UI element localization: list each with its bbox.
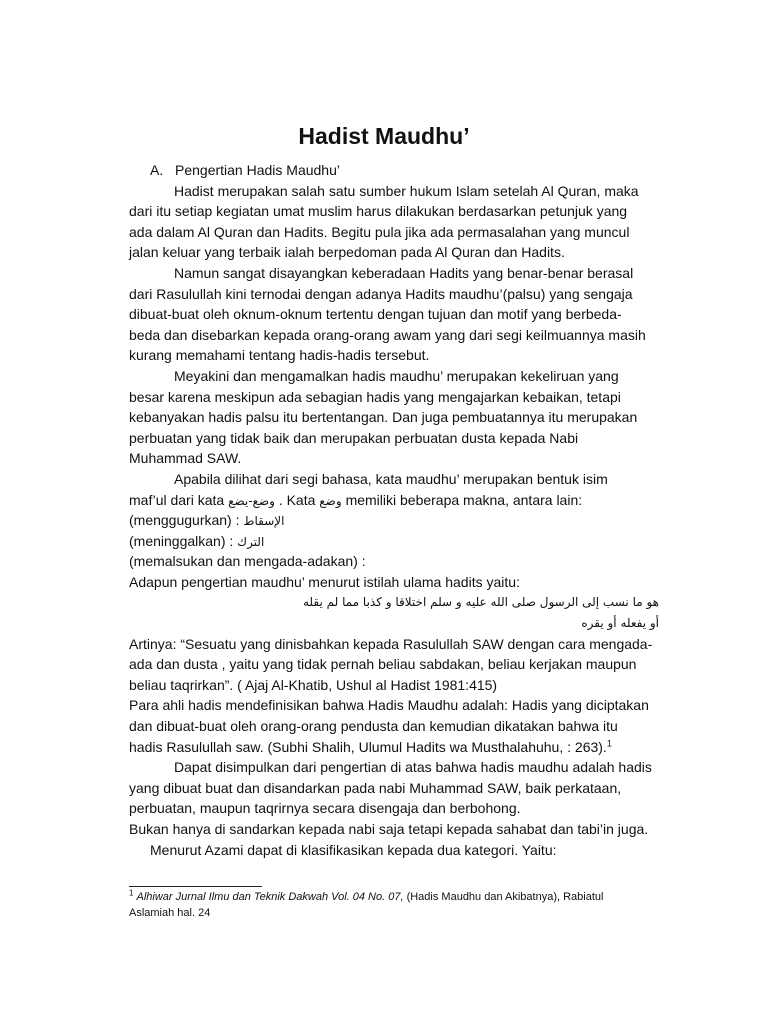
paragraph-line: dan dibuat-buat oleh orang-orang pendusta dan kemudian dikatakan bahwa itu — [129, 718, 618, 735]
footnote-divider — [129, 886, 262, 887]
paragraph-line: beliau taqrirkan”. ( Ajaj Al-Khatib, Ushul al Hadist 1981:415) — [129, 676, 498, 693]
paragraph-line: jalan keluar yang terbaik ialah berpedoman pada Al Quran dan Hadits. — [129, 244, 565, 261]
meaning-label: (meninggalkan) : — [129, 532, 234, 549]
paragraph-line: besar karena meskipun ada sebagian hadis yang mengajarkan kebaikan, tetapi — [129, 388, 621, 405]
page-title: Hadist Maudhu’ — [298, 123, 470, 149]
section-heading — [129, 160, 659, 181]
paragraph-line: dari itu setiap kegiatan umat muslim harus dilakukan berdasarkan petunjuk yang — [129, 203, 628, 220]
paragraph-line: Adapun pengertian maudhu’ menurut istilah ulama hadits yaitu: — [129, 573, 520, 590]
footnote-line: Aslamiah hal. 24 — [129, 906, 211, 919]
paragraph-line: dibuat-buat oleh oknum-oknum tertentu dengan tujuan dan motif yang berbeda- — [129, 306, 622, 323]
paragraph-line: Bukan hanya di sandarkan kepada nabi saja tetapi kepada sahabat dan tabi’in juga. — [129, 821, 649, 837]
paragraph-line: ada dalam Al Quran dan Hadits. Begitu pula jika ada permasalahan yang muncul — [129, 223, 630, 240]
paragraph-line: Apabila dilihat dari segi bahasa, kata maudhu’ merupakan bentuk isim — [174, 470, 608, 487]
paragraph-line: kurang memahami tentang hadis-hadis tersebut. — [129, 347, 430, 364]
footnote-number: 1 — [129, 888, 134, 898]
paragraph-line: perbuatan, maupun taqrirnya secara disengaja dan berbohong. — [129, 800, 521, 817]
meaning-line — [129, 531, 659, 552]
section-title: Pengertian Hadis Maudhu’ — [175, 162, 340, 178]
paragraph-line: dari Rasulullah kini ternodai dengan adanya Hadits maudhu’(palsu) yang sengaja — [129, 285, 633, 302]
text-segment: hadis Rasulullah saw. (Subhi Shalih, Ulumul Hadits wa Musthalahuhu, : 263). — [129, 738, 607, 755]
paragraph-line — [129, 737, 659, 758]
paragraph-line: Menurut Azami dapat di klasifikasikan kepada dua kategori. Yaitu: — [150, 841, 557, 858]
section-letter: A. — [150, 162, 164, 178]
paragraph-line: Meyakini dan mengamalkan hadis maudhu’ merupakan kekeliruan yang — [174, 367, 619, 384]
arabic-word: الإسقاط — [243, 514, 285, 529]
paragraph-line — [129, 490, 659, 511]
paragraph-line: Hadist merupakan salah satu sumber hukum Islam setelah Al Quran, maka — [174, 182, 639, 199]
paragraph-line: yang dibuat buat dan disandarkan pada nabi Muhammad SAW, baik perkataan, — [129, 779, 622, 796]
footnote — [129, 890, 649, 921]
paragraph-line: beda dan disebarkan kepada orang-orang awam yang dari segi keilmuannya masih — [129, 326, 646, 343]
document-body — [129, 160, 659, 860]
arabic-word: الترك — [237, 534, 265, 549]
footnote-ref[interactable]: 1 — [606, 737, 612, 748]
text-segment: maf’ul dari kata — [129, 491, 225, 508]
paragraph-line: Muhammad SAW. — [129, 450, 242, 467]
paragraph-line: Para ahli hadis mendefinisikan bahwa Hadis Maudhu adalah: Hadis yang diciptakan — [129, 697, 649, 714]
arabic-word: وضع — [319, 493, 342, 508]
arabic-hadith-line: أو يفعله أو يقره — [581, 616, 659, 631]
footnote-source: Alhiwar Jurnal Ilmu dan Teknik Dakwah Vol. 04 No. 07, — [136, 891, 404, 903]
paragraph-line: perbuatan yang tidak baik dan merupakan perbuatan dusta kepada Nabi — [129, 429, 579, 446]
paragraph-line: ada dan dusta , yaitu yang tidak pernah beliau sabdakan, beliau kerjakan maupun — [129, 656, 637, 673]
meaning-label: (menggugurkan) : — [129, 512, 240, 529]
footnote-line — [129, 890, 649, 906]
text-segment: . Kata — [278, 491, 316, 508]
arabic-hadith-line: هو ما نسب إلى الرسول صلى الله عليه و سلم اختلاقا و كذبا مما لم يقله — [303, 595, 659, 610]
meaning-line: (memalsukan dan mengada-adakan) : — [129, 553, 366, 570]
paragraph-line: Dapat disimpulkan dari pengertian di atas bahwa hadis maudhu adalah hadis — [174, 759, 652, 776]
paragraph-line: Artinya: “Sesuatu yang dinisbahkan kepada Rasulullah SAW dengan cara mengada- — [129, 635, 653, 652]
paragraph-line: Namun sangat disayangkan keberadaan Hadits yang benar-benar berasal — [174, 264, 634, 281]
meaning-line — [129, 510, 659, 531]
text-segment: memiliki beberapa makna, antara lain: — [345, 491, 583, 508]
paragraph-line: kebanyakan hadis palsu itu bertentangan. Dan juga pembuatannya itu merupakan — [129, 409, 638, 426]
arabic-word: وضع-يضع — [228, 493, 275, 508]
footnote-text: (Hadis Maudhu dan Akibatnya), Rabiatul — [406, 891, 604, 903]
